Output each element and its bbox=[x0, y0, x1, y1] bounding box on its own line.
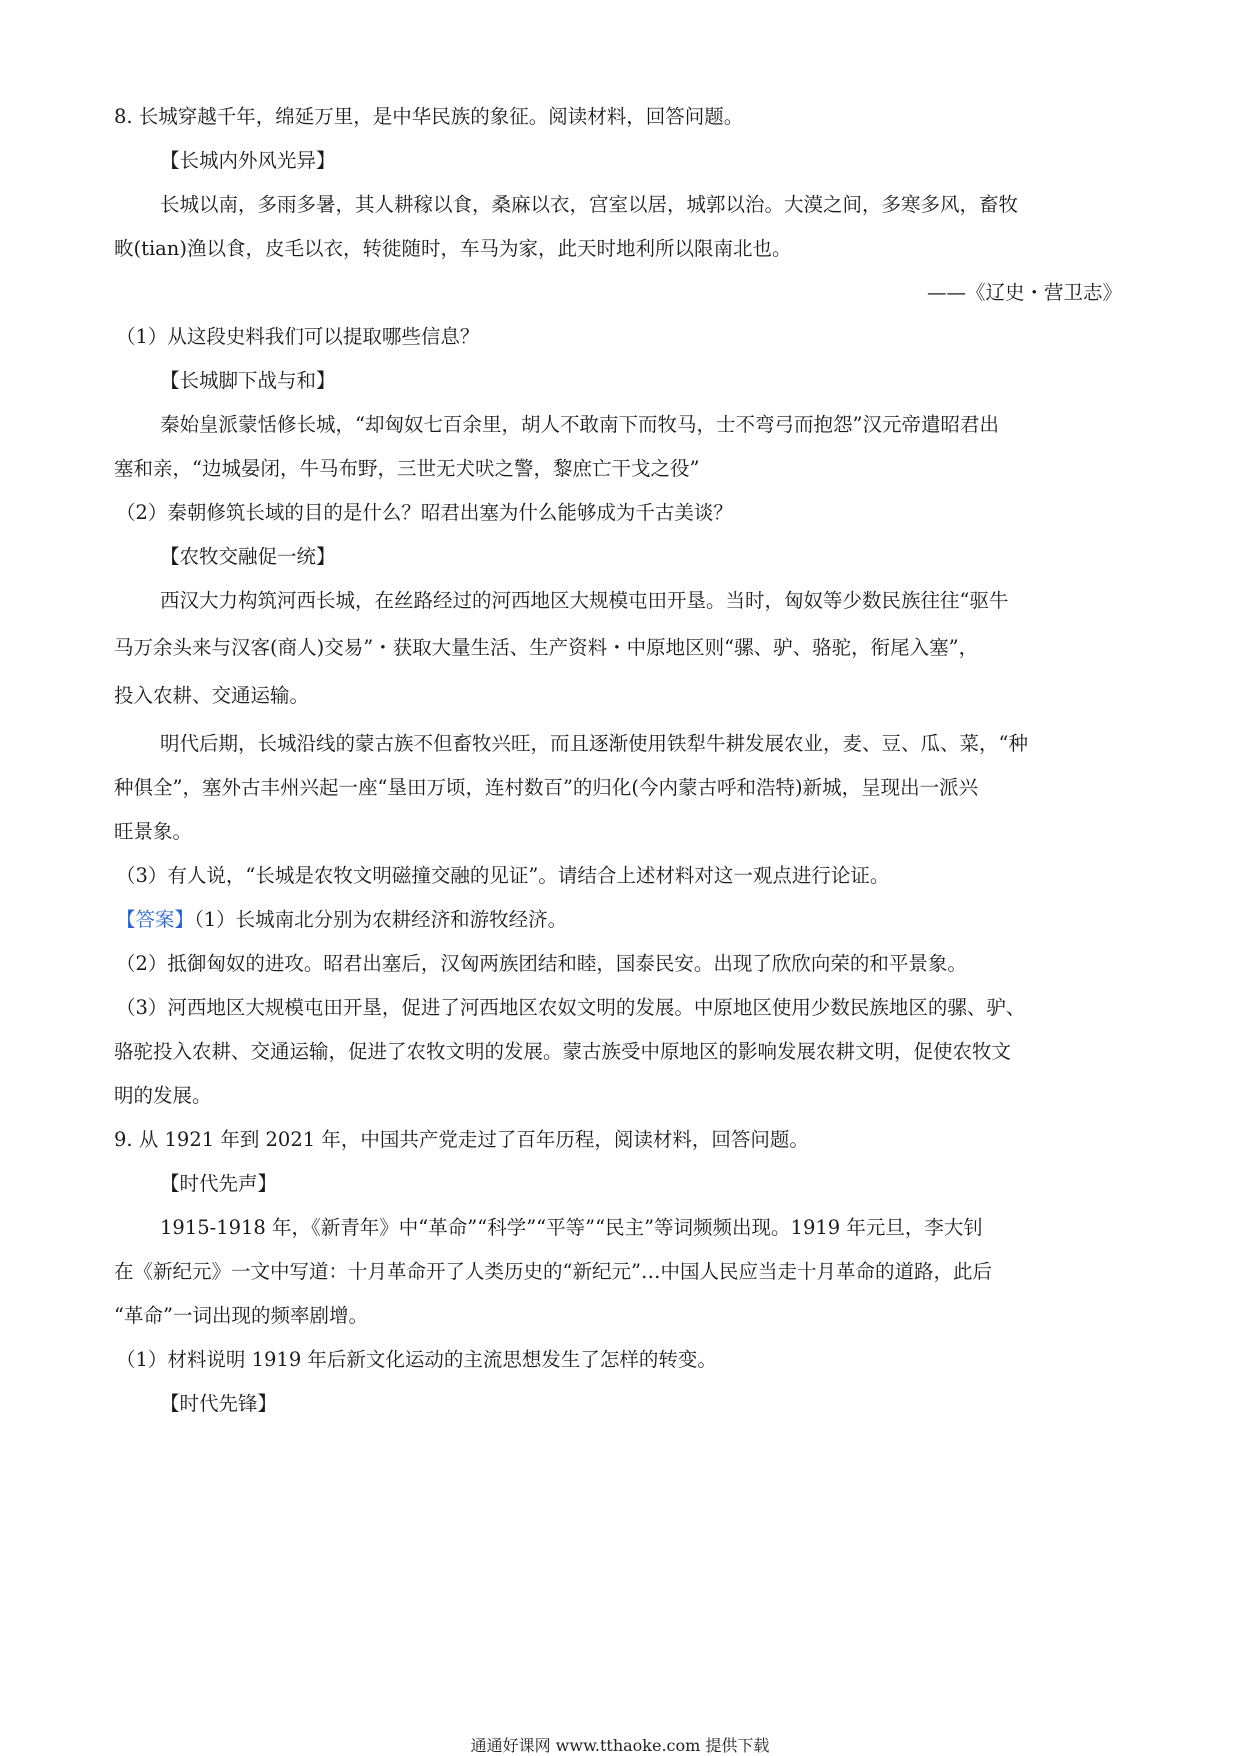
q9-material-1-line-2: 在《新纪元》一文中写道：十月革命开了人类历史的“新纪元”…中国人民应当走十月革命的道路，此后 bbox=[114, 1260, 992, 1283]
q8-material-3-line-3: 投入农耕、交通运输。 bbox=[114, 684, 310, 707]
q8-answer-1-line bbox=[116, 906, 567, 934]
q9-heading-1: 【时代先声】 bbox=[160, 1172, 278, 1195]
q8-material-1-line-1: 长城以南，多雨多暑，其人耕稼以食，桑麻以衣，宫室以居，城郭以治。大漠之间，多寒多风，畜牧 bbox=[160, 193, 1019, 216]
q9-question-1: （1）材料说明 1919 年后新文化运动的主流思想发生了怎样的转变。 bbox=[116, 1348, 717, 1371]
q8-material-4-line-3: 旺景象。 bbox=[114, 820, 193, 843]
q8-material-4-line-1: 明代后期，长城沿线的蒙古族不但畜牧兴旺，而且逐渐使用铁犁牛耕发展农业，麦、豆、瓜、菜，“种 bbox=[160, 732, 1028, 755]
q8-intro: 8. 长城穿越千年，绵延万里，是中华民族的象征。阅读材料，回答问题。 bbox=[114, 105, 744, 128]
q9-material-1-line-1: 1915-1918 年，《新青年》中“革命”“科学”“平等”“民主”等词频频出现。1919 年元旦，李大钊 bbox=[160, 1216, 983, 1239]
q8-material-3-line-2: 马万余头来与汉客(商人)交易”・获取大量生活、生产资料・中原地区则“骡、驴、骆驼，衔尾入塞”， bbox=[114, 636, 979, 659]
q8-question-3: （3）有人说，“长城是农牧文明磁撞交融的见证”。请结合上述材料对这一观点进行论证。 bbox=[116, 864, 890, 887]
q8-material-2-line-2: 塞和亲，“边城晏闭，牛马布野，三世无犬吠之警，黎庶亡干戈之役” bbox=[114, 457, 700, 480]
q8-answer-1: （1）长城南北分别为农耕经济和游牧经济。 bbox=[194, 908, 568, 931]
q8-material-4-line-2: 种俱全”，塞外古丰州兴起一座“垦田万顷，连村数百”的归化(今内蒙古呼和浩特)新城，呈现出一派兴 bbox=[114, 776, 979, 799]
q8-answer-2: （2）抵御匈奴的进攻。昭君出塞后，汉匈两族团结和睦，国泰民安。出现了欣欣向荣的和平景象。 bbox=[116, 952, 967, 975]
q8-material-1-source: ——《辽史・营卫志》 bbox=[926, 281, 1122, 304]
q8-question-2: （2）秦朝修筑长域的目的是什么？昭君出塞为什么能够成为千古美谈？ bbox=[116, 501, 733, 524]
q9-intro: 9. 从 1921 年到 2021 年，中国共产党走过了百年历程，阅读材料，回答问题。 bbox=[114, 1128, 809, 1151]
answer-tag: 【答案】 bbox=[116, 908, 195, 931]
q8-heading-2: 【长城脚下战与和】 bbox=[160, 369, 336, 392]
q9-heading-2: 【时代先锋】 bbox=[160, 1392, 278, 1415]
q8-material-1-line-2: 畋(tian)渔以食，皮毛以衣，转徙随时，车马为家，此天时地利所以限南北也。 bbox=[114, 237, 792, 260]
q8-question-1: （1）从这段史料我们可以提取哪些信息？ bbox=[116, 325, 480, 348]
q8-material-2-line-1: 秦始皇派蒙恬修长城，“却匈奴七百余里，胡人不敢南下而牧马，士不弯弓而抱怨”汉元帝遣昭君出 bbox=[160, 413, 999, 436]
q8-answer-3-line-3: 明的发展。 bbox=[114, 1084, 212, 1107]
q8-answer-3-line-2: 骆驼投入农耕、交通运输，促进了农牧文明的发展。蒙古族受中原地区的影响发展农耕文明，促使农牧文 bbox=[114, 1040, 1012, 1063]
q8-material-3-line-1: 西汉大力构筑河西长城，在丝路经过的河西地区大规模屯田开垦。当时，匈奴等少数民族往往“驱牛 bbox=[160, 589, 1009, 612]
q8-answer-3-line-1: （3）河西地区大规模屯田开垦，促进了河西地区农奴文明的发展。中原地区使用少数民族地区的骡、驴、 bbox=[116, 996, 1026, 1019]
page-footer: 通通好课网 www.tthaoke.com 提供下载 bbox=[470, 1736, 770, 1755]
q9-material-1-line-3: “革命”一词出现的频率剧增。 bbox=[114, 1304, 368, 1327]
q8-heading-3: 【农牧交融促一统】 bbox=[160, 545, 336, 568]
q8-heading-1: 【长城内外风光异】 bbox=[160, 149, 336, 172]
